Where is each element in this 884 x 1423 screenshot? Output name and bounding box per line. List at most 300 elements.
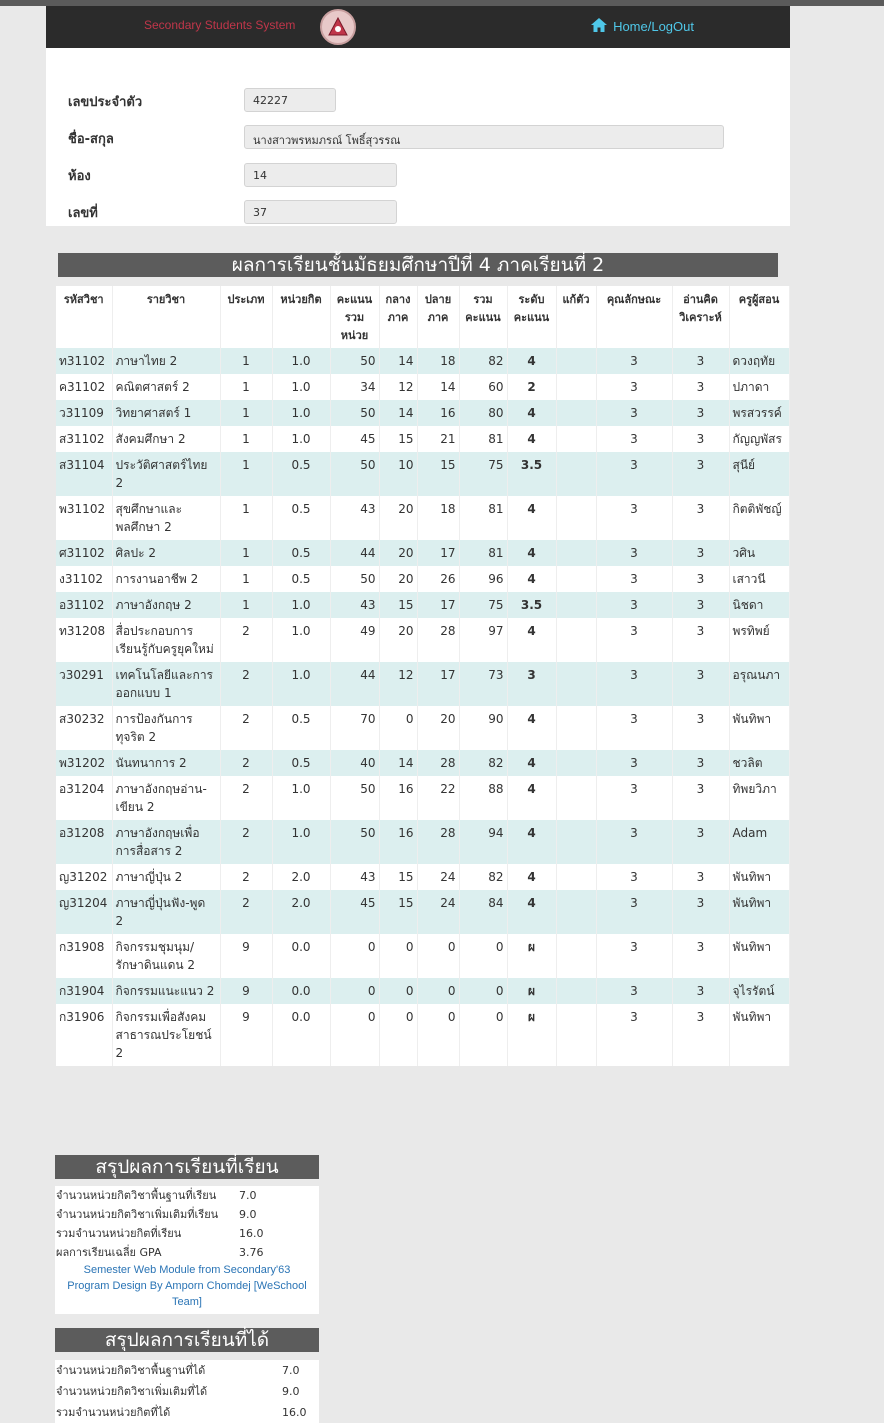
summary-earned-title: สรุปผลการเรียนที่ได้ bbox=[55, 1328, 319, 1352]
cell-credit: 1.0 bbox=[272, 374, 330, 400]
cell-unit-score: 50 bbox=[330, 400, 379, 426]
cell-total: 96 bbox=[459, 566, 507, 592]
cell-analysis: 3 bbox=[672, 776, 729, 820]
cell-fix bbox=[556, 540, 596, 566]
cell-mid: 16 bbox=[379, 776, 417, 820]
table-row bbox=[56, 662, 789, 706]
cell-level: ผ bbox=[507, 978, 556, 1004]
cell-character: 3 bbox=[596, 400, 672, 426]
cell-code: ว30291 bbox=[56, 662, 112, 706]
cell-mid: 0 bbox=[379, 1004, 417, 1066]
cell-level: 4 bbox=[507, 348, 556, 374]
cell-teacher: สุนีย์ bbox=[729, 452, 789, 496]
cell-subject: กิจกรรมแนะแนว 2 bbox=[112, 978, 220, 1004]
home-logout-label: Home/LogOut bbox=[613, 19, 694, 34]
cell-level: 4 bbox=[507, 566, 556, 592]
cell-unit-score: 50 bbox=[330, 348, 379, 374]
cell-unit-score: 50 bbox=[330, 776, 379, 820]
cell-credit: 0.5 bbox=[272, 452, 330, 496]
cell-unit-score: 0 bbox=[330, 978, 379, 1004]
cell-final: 0 bbox=[417, 1004, 459, 1066]
cell-credit: 1.0 bbox=[272, 820, 330, 864]
cell-subject: วิทยาศาสตร์ 1 bbox=[112, 400, 220, 426]
cell-analysis: 3 bbox=[672, 452, 729, 496]
cell-mid: 15 bbox=[379, 890, 417, 934]
cell-character: 3 bbox=[596, 662, 672, 706]
table-row bbox=[56, 540, 789, 566]
cell-code: ศ31102 bbox=[56, 540, 112, 566]
cell-teacher: พรทิพย์ bbox=[729, 618, 789, 662]
cell-type: 9 bbox=[220, 978, 272, 1004]
cell-final: 18 bbox=[417, 496, 459, 540]
cell-unit-score: 50 bbox=[330, 452, 379, 496]
cell-level: 3.5 bbox=[507, 592, 556, 618]
summary-studied-title: สรุปผลการเรียนที่เรียน bbox=[55, 1155, 319, 1179]
credit-text bbox=[55, 1262, 319, 1314]
table-row bbox=[56, 348, 789, 374]
cell-subject: การงานอาชีพ 2 bbox=[112, 566, 220, 592]
cell-fix bbox=[556, 1004, 596, 1066]
cell-teacher: ดวงฤทัย bbox=[729, 348, 789, 374]
table-row bbox=[56, 934, 789, 978]
summary-row bbox=[55, 1243, 319, 1262]
cell-level: 3 bbox=[507, 662, 556, 706]
gpa-value: 3.76 bbox=[239, 1246, 264, 1259]
summary-value: 9.0 bbox=[239, 1208, 257, 1221]
cell-subject: การป้องกันการทุจริต 2 bbox=[112, 706, 220, 750]
cell-mid: 0 bbox=[379, 934, 417, 978]
cell-level: 4 bbox=[507, 750, 556, 776]
col-analysis: อ่านคิดวิเคราะห์ bbox=[672, 286, 729, 348]
cell-level: 4 bbox=[507, 706, 556, 750]
cell-total: 75 bbox=[459, 592, 507, 618]
cell-character: 3 bbox=[596, 890, 672, 934]
cell-total: 94 bbox=[459, 820, 507, 864]
student-id-field[interactable]: 42227 bbox=[244, 88, 336, 112]
cell-unit-score: 70 bbox=[330, 706, 379, 750]
summary-label: จำนวนหน่วยกิตวิชาพื้นฐานที่เรียน bbox=[56, 1189, 217, 1202]
cell-mid: 15 bbox=[379, 426, 417, 452]
cell-fix bbox=[556, 934, 596, 978]
cell-fix bbox=[556, 400, 596, 426]
cell-mid: 15 bbox=[379, 592, 417, 618]
cell-teacher: พันทิพา bbox=[729, 706, 789, 750]
cell-final: 0 bbox=[417, 978, 459, 1004]
home-icon bbox=[591, 18, 607, 35]
cell-final: 17 bbox=[417, 662, 459, 706]
cell-type: 9 bbox=[220, 934, 272, 978]
cell-level: 4 bbox=[507, 426, 556, 452]
cell-character: 3 bbox=[596, 540, 672, 566]
col-type: ประเภท bbox=[220, 286, 272, 348]
cell-unit-score: 44 bbox=[330, 540, 379, 566]
table-row bbox=[56, 750, 789, 776]
cell-credit: 0.0 bbox=[272, 934, 330, 978]
cell-analysis: 3 bbox=[672, 890, 729, 934]
cell-unit-score: 45 bbox=[330, 890, 379, 934]
cell-final: 18 bbox=[417, 348, 459, 374]
cell-code: ว31109 bbox=[56, 400, 112, 426]
cell-fix bbox=[556, 426, 596, 452]
student-name-label: ชื่อ-สกุล bbox=[68, 132, 114, 147]
cell-subject: ประวัติศาสตร์ไทย 2 bbox=[112, 452, 220, 496]
cell-total: 84 bbox=[459, 890, 507, 934]
cell-level: 4 bbox=[507, 618, 556, 662]
cell-level: ผ bbox=[507, 934, 556, 978]
cell-fix bbox=[556, 618, 596, 662]
cell-type: 2 bbox=[220, 706, 272, 750]
navbar bbox=[46, 6, 790, 48]
cell-subject: ศิลปะ 2 bbox=[112, 540, 220, 566]
cell-teacher: พรสวรรค์ bbox=[729, 400, 789, 426]
student-id-label: เลขประจำตัว bbox=[68, 95, 143, 110]
col-credit: หน่วยกิต bbox=[272, 286, 330, 348]
student-name-field[interactable]: นางสาวพรหมภรณ์ โพธิ์สุวรรณ bbox=[244, 125, 724, 149]
cell-fix bbox=[556, 592, 596, 618]
cell-total: 82 bbox=[459, 864, 507, 890]
cell-character: 3 bbox=[596, 750, 672, 776]
cell-character: 3 bbox=[596, 348, 672, 374]
cell-credit: 1.0 bbox=[272, 776, 330, 820]
cell-mid: 20 bbox=[379, 540, 417, 566]
home-logout-link[interactable] bbox=[591, 18, 694, 35]
room-label: ห้อง bbox=[68, 169, 91, 184]
cell-character: 3 bbox=[596, 374, 672, 400]
cell-code: ก31904 bbox=[56, 978, 112, 1004]
cell-teacher: วศิน bbox=[729, 540, 789, 566]
cell-teacher: ทิพยวิภา bbox=[729, 776, 789, 820]
cell-total: 0 bbox=[459, 934, 507, 978]
cell-teacher: จุไรรัตน์ bbox=[729, 978, 789, 1004]
cell-code: ก31908 bbox=[56, 934, 112, 978]
col-character: คุณลักษณะ bbox=[596, 286, 672, 348]
summary-earned-box bbox=[55, 1360, 319, 1423]
cell-unit-score: 50 bbox=[330, 566, 379, 592]
cell-teacher: กัญญพัสร bbox=[729, 426, 789, 452]
cell-analysis: 3 bbox=[672, 750, 729, 776]
cell-analysis: 3 bbox=[672, 662, 729, 706]
cell-credit: 2.0 bbox=[272, 890, 330, 934]
summary-label: ผลการเรียนเฉลี่ย GPA bbox=[56, 1246, 162, 1259]
cell-credit: 0.0 bbox=[272, 1004, 330, 1066]
cell-credit: 1.0 bbox=[272, 426, 330, 452]
cell-final: 20 bbox=[417, 706, 459, 750]
cell-credit: 0.5 bbox=[272, 566, 330, 592]
table-row bbox=[56, 592, 789, 618]
cell-unit-score: 0 bbox=[330, 1004, 379, 1066]
cell-total: 82 bbox=[459, 348, 507, 374]
cell-mid: 15 bbox=[379, 864, 417, 890]
cell-final: 15 bbox=[417, 452, 459, 496]
cell-teacher: ปภาดา bbox=[729, 374, 789, 400]
cell-fix bbox=[556, 750, 596, 776]
cell-total: 81 bbox=[459, 540, 507, 566]
table-row bbox=[56, 776, 789, 820]
cell-analysis: 3 bbox=[672, 934, 729, 978]
cell-type: 2 bbox=[220, 820, 272, 864]
cell-final: 17 bbox=[417, 592, 459, 618]
summary-label: จำนวนหน่วยกิตวิชาเพิ่มเติมที่ได้ bbox=[56, 1385, 208, 1398]
cell-code: พ31102 bbox=[56, 496, 112, 540]
cell-final: 22 bbox=[417, 776, 459, 820]
cell-mid: 12 bbox=[379, 374, 417, 400]
cell-total: 82 bbox=[459, 750, 507, 776]
cell-analysis: 3 bbox=[672, 978, 729, 1004]
col-mid: กลางภาค bbox=[379, 286, 417, 348]
cell-teacher: อรุณนภา bbox=[729, 662, 789, 706]
cell-unit-score: 50 bbox=[330, 820, 379, 864]
cell-credit: 1.0 bbox=[272, 662, 330, 706]
cell-unit-score: 0 bbox=[330, 934, 379, 978]
credit-line-1: Semester Web Module from Secondary'63 bbox=[83, 1264, 291, 1276]
cell-character: 3 bbox=[596, 618, 672, 662]
cell-fix bbox=[556, 566, 596, 592]
cell-code: ก31906 bbox=[56, 1004, 112, 1066]
cell-total: 81 bbox=[459, 426, 507, 452]
cell-type: 1 bbox=[220, 452, 272, 496]
cell-final: 21 bbox=[417, 426, 459, 452]
cell-code: อ31204 bbox=[56, 776, 112, 820]
cell-credit: 0.5 bbox=[272, 496, 330, 540]
cell-mid: 10 bbox=[379, 452, 417, 496]
cell-teacher: กิตติพัชญ์ bbox=[729, 496, 789, 540]
cell-subject: สื่อประกอบการเรียนรู้กับครูยุคใหม่ bbox=[112, 618, 220, 662]
student-number-field[interactable]: 37 bbox=[244, 200, 397, 224]
table-row bbox=[56, 864, 789, 890]
cell-level: ผ bbox=[507, 1004, 556, 1066]
school-logo-icon bbox=[320, 9, 356, 45]
cell-fix bbox=[556, 890, 596, 934]
cell-final: 14 bbox=[417, 374, 459, 400]
col-subject: รายวิชา bbox=[112, 286, 220, 348]
cell-character: 3 bbox=[596, 978, 672, 1004]
cell-unit-score: 44 bbox=[330, 662, 379, 706]
cell-analysis: 3 bbox=[672, 618, 729, 662]
cell-fix bbox=[556, 662, 596, 706]
cell-character: 3 bbox=[596, 864, 672, 890]
cell-final: 28 bbox=[417, 820, 459, 864]
cell-total: 97 bbox=[459, 618, 507, 662]
cell-subject: คณิตศาสตร์ 2 bbox=[112, 374, 220, 400]
cell-type: 1 bbox=[220, 592, 272, 618]
summary-label: รวมจำนวนหน่วยกิตที่ได้ bbox=[56, 1406, 171, 1419]
cell-total: 0 bbox=[459, 1004, 507, 1066]
cell-mid: 20 bbox=[379, 618, 417, 662]
cell-type: 2 bbox=[220, 662, 272, 706]
cell-type: 1 bbox=[220, 374, 272, 400]
cell-mid: 16 bbox=[379, 820, 417, 864]
cell-character: 3 bbox=[596, 776, 672, 820]
cell-fix bbox=[556, 496, 596, 540]
cell-final: 24 bbox=[417, 890, 459, 934]
cell-credit: 1.0 bbox=[272, 400, 330, 426]
cell-analysis: 3 bbox=[672, 1004, 729, 1066]
summary-label: จำนวนหน่วยกิตวิชาพื้นฐานที่ได้ bbox=[56, 1364, 206, 1377]
cell-unit-score: 49 bbox=[330, 618, 379, 662]
cell-character: 3 bbox=[596, 592, 672, 618]
summary-value: 7.0 bbox=[282, 1364, 300, 1377]
grades-table bbox=[56, 286, 790, 1066]
col-teacher: ครูผู้สอน bbox=[729, 286, 789, 348]
table-row bbox=[56, 618, 789, 662]
cell-total: 60 bbox=[459, 374, 507, 400]
student-number-label: เลขที่ bbox=[68, 206, 98, 221]
cell-analysis: 3 bbox=[672, 706, 729, 750]
cell-teacher: นิชดา bbox=[729, 592, 789, 618]
cell-credit: 0.5 bbox=[272, 540, 330, 566]
cell-type: 2 bbox=[220, 864, 272, 890]
cell-mid: 20 bbox=[379, 496, 417, 540]
cell-level: 4 bbox=[507, 864, 556, 890]
cell-credit: 0.5 bbox=[272, 750, 330, 776]
table-row bbox=[56, 978, 789, 1004]
cell-level: 2 bbox=[507, 374, 556, 400]
cell-character: 3 bbox=[596, 820, 672, 864]
cell-code: ท31102 bbox=[56, 348, 112, 374]
cell-total: 81 bbox=[459, 496, 507, 540]
grades-title: ผลการเรียนชั้นมัธยมศึกษาปีที่ 4 ภาคเรียนที่ 2 bbox=[58, 253, 778, 277]
cell-type: 9 bbox=[220, 1004, 272, 1066]
cell-analysis: 3 bbox=[672, 566, 729, 592]
cell-subject: กิจกรรมชุมนุม/รักษาดินแดน 2 bbox=[112, 934, 220, 978]
cell-analysis: 3 bbox=[672, 348, 729, 374]
cell-total: 90 bbox=[459, 706, 507, 750]
table-row bbox=[56, 1004, 789, 1066]
cell-fix bbox=[556, 978, 596, 1004]
cell-level: 4 bbox=[507, 890, 556, 934]
grades-header-row bbox=[56, 286, 789, 348]
cell-fix bbox=[556, 820, 596, 864]
summary-row bbox=[55, 1360, 319, 1381]
cell-analysis: 3 bbox=[672, 820, 729, 864]
cell-total: 73 bbox=[459, 662, 507, 706]
cell-subject: ภาษาไทย 2 bbox=[112, 348, 220, 374]
cell-subject: สุขศึกษาและพลศึกษา 2 bbox=[112, 496, 220, 540]
cell-credit: 0.5 bbox=[272, 706, 330, 750]
cell-unit-score: 43 bbox=[330, 864, 379, 890]
cell-analysis: 3 bbox=[672, 426, 729, 452]
brand-title[interactable]: Secondary Students System bbox=[144, 18, 296, 32]
cell-type: 2 bbox=[220, 776, 272, 820]
table-row bbox=[56, 400, 789, 426]
cell-subject: นันทนาการ 2 bbox=[112, 750, 220, 776]
cell-mid: 0 bbox=[379, 706, 417, 750]
summary-label: จำนวนหน่วยกิตวิชาเพิ่มเติมที่เรียน bbox=[56, 1208, 219, 1221]
cell-credit: 1.0 bbox=[272, 618, 330, 662]
cell-level: 4 bbox=[507, 540, 556, 566]
cell-unit-score: 40 bbox=[330, 750, 379, 776]
col-total: รวมคะแนน bbox=[459, 286, 507, 348]
cell-unit-score: 45 bbox=[330, 426, 379, 452]
cell-code: ญ31204 bbox=[56, 890, 112, 934]
cell-analysis: 3 bbox=[672, 592, 729, 618]
cell-final: 28 bbox=[417, 750, 459, 776]
cell-analysis: 3 bbox=[672, 374, 729, 400]
cell-credit: 1.0 bbox=[272, 592, 330, 618]
cell-total: 80 bbox=[459, 400, 507, 426]
table-row bbox=[56, 890, 789, 934]
table-row bbox=[56, 496, 789, 540]
cell-mid: 12 bbox=[379, 662, 417, 706]
cell-type: 1 bbox=[220, 496, 272, 540]
cell-mid: 14 bbox=[379, 400, 417, 426]
cell-code: ท31208 bbox=[56, 618, 112, 662]
cell-mid: 0 bbox=[379, 978, 417, 1004]
cell-type: 1 bbox=[220, 540, 272, 566]
col-level: ระดับคะแนน bbox=[507, 286, 556, 348]
cell-teacher: ชวลิต bbox=[729, 750, 789, 776]
cell-character: 3 bbox=[596, 452, 672, 496]
summary-row bbox=[55, 1205, 319, 1224]
cell-code: ส31104 bbox=[56, 452, 112, 496]
cell-analysis: 3 bbox=[672, 540, 729, 566]
cell-teacher: เสาวนี bbox=[729, 566, 789, 592]
cell-teacher: พันทิพา bbox=[729, 934, 789, 978]
cell-mid: 14 bbox=[379, 750, 417, 776]
cell-subject: ภาษาอังกฤษอ่าน-เขียน 2 bbox=[112, 776, 220, 820]
cell-unit-score: 34 bbox=[330, 374, 379, 400]
cell-final: 0 bbox=[417, 934, 459, 978]
cell-type: 1 bbox=[220, 566, 272, 592]
cell-final: 16 bbox=[417, 400, 459, 426]
cell-character: 3 bbox=[596, 1004, 672, 1066]
room-field[interactable]: 14 bbox=[244, 163, 397, 187]
cell-code: อ31102 bbox=[56, 592, 112, 618]
cell-fix bbox=[556, 706, 596, 750]
cell-fix bbox=[556, 776, 596, 820]
col-unit-score: คะแนนรวมหน่วย bbox=[330, 286, 379, 348]
col-code: รหัสวิชา bbox=[56, 286, 112, 348]
cell-teacher: Adam bbox=[729, 820, 789, 864]
cell-analysis: 3 bbox=[672, 864, 729, 890]
table-row bbox=[56, 452, 789, 496]
cell-subject: ภาษาอังกฤษ 2 bbox=[112, 592, 220, 618]
cell-final: 28 bbox=[417, 618, 459, 662]
cell-fix bbox=[556, 452, 596, 496]
cell-subject: ภาษาอังกฤษเพื่อการสื่อสาร 2 bbox=[112, 820, 220, 864]
cell-level: 3.5 bbox=[507, 452, 556, 496]
summary-studied-box bbox=[55, 1186, 319, 1314]
cell-final: 17 bbox=[417, 540, 459, 566]
cell-type: 1 bbox=[220, 400, 272, 426]
cell-code: ส30232 bbox=[56, 706, 112, 750]
cell-subject: กิจกรรมเพื่อสังคมสาธารณประโยชน์ 2 bbox=[112, 1004, 220, 1066]
table-row bbox=[56, 706, 789, 750]
cell-character: 3 bbox=[596, 566, 672, 592]
cell-character: 3 bbox=[596, 934, 672, 978]
cell-credit: 1.0 bbox=[272, 348, 330, 374]
cell-teacher: พันทิพา bbox=[729, 864, 789, 890]
cell-type: 1 bbox=[220, 348, 272, 374]
cell-code: อ31208 bbox=[56, 820, 112, 864]
cell-credit: 2.0 bbox=[272, 864, 330, 890]
cell-level: 4 bbox=[507, 776, 556, 820]
summary-value: 7.0 bbox=[239, 1189, 257, 1202]
cell-level: 4 bbox=[507, 496, 556, 540]
cell-character: 3 bbox=[596, 426, 672, 452]
cell-code: ค31102 bbox=[56, 374, 112, 400]
cell-code: ส31102 bbox=[56, 426, 112, 452]
cell-credit: 0.0 bbox=[272, 978, 330, 1004]
cell-fix bbox=[556, 864, 596, 890]
summary-row bbox=[55, 1186, 319, 1205]
cell-analysis: 3 bbox=[672, 496, 729, 540]
table-row bbox=[56, 820, 789, 864]
cell-type: 2 bbox=[220, 618, 272, 662]
table-row bbox=[56, 374, 789, 400]
cell-code: ญ31202 bbox=[56, 864, 112, 890]
cell-subject: ภาษาญี่ปุ่น 2 bbox=[112, 864, 220, 890]
